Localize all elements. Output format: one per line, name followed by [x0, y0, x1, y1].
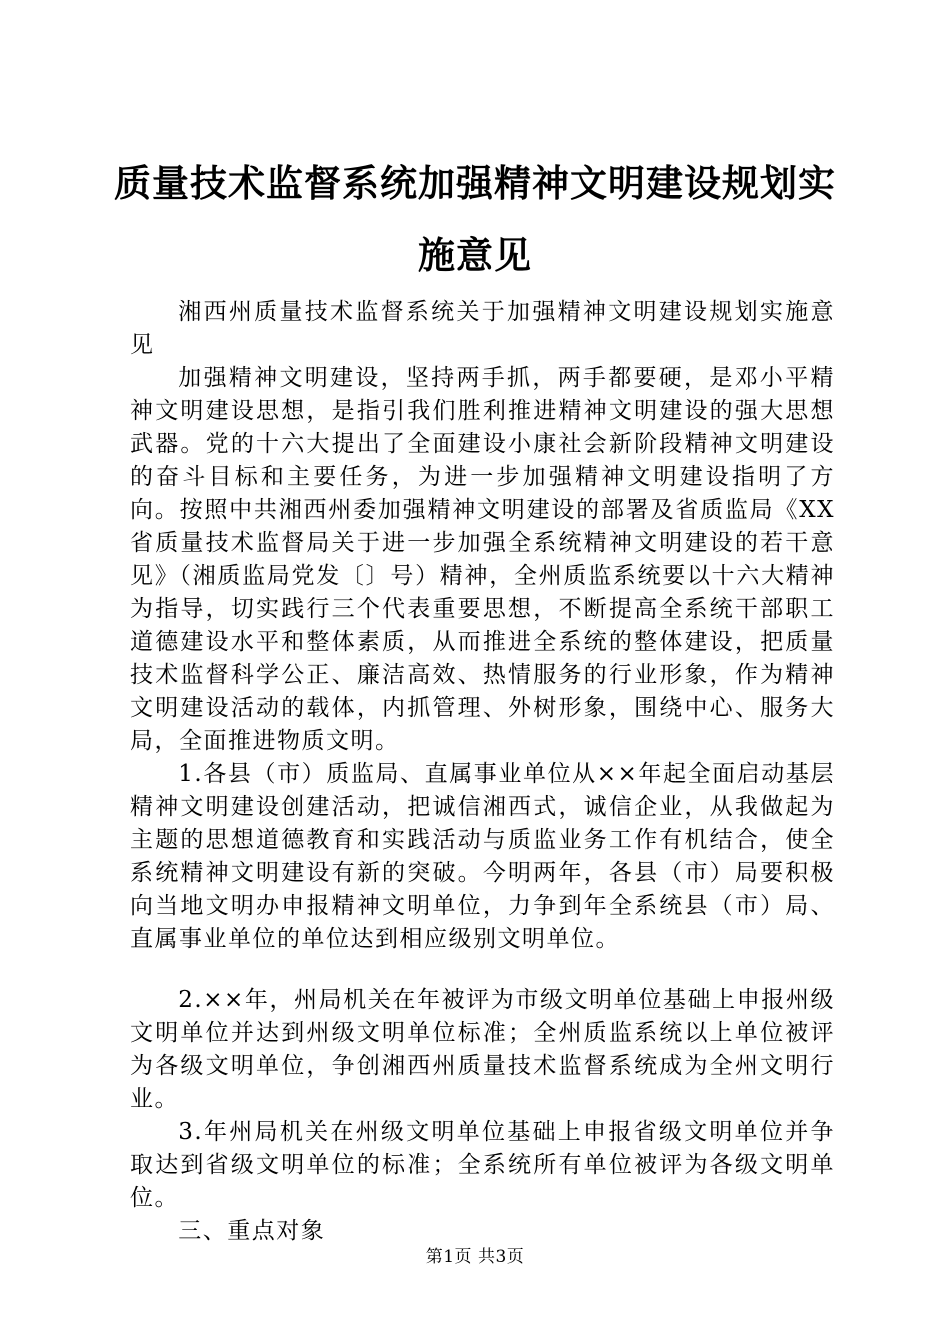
paragraph-intro: 加强精神文明建设，坚持两手抓，两手都要硬，是邓小平精神文明建设思想，是指引我们胜利推进精神文明建设的强大思想武器。党的十六大提出了全面建设小康社会新阶段精神文明建设的奋斗目标和主要任务，为进一步加强精神文明建设指明了方向。按照中共湘西州委加强精神文明建设的部署及省质监局《XX省质量技术监督局关于进一步加强全系统精神文明建设的若干意见》（湘质监局党发〔〕号）精神，全州质监系统要以十六大精神为指导，切实践行三个代表重要思想，不断提高全系统干部职工道德建设水平和整体素质，从而推进全系统的整体建设，把质量技术监督科学公正、廉洁高效、热情服务的行业形象，作为精神文明建设活动的载体，内抓管理、外树形象，围绕中心、服务大局，全面推进物质文明。: [130, 365, 835, 754]
paragraph-subtitle: 湘西州质量技术监督系统关于加强精神文明建设规划实施意见: [130, 299, 835, 358]
paragraph-item-3: 3.年州局机关在州级文明单位基础上申报省级文明单位并争取达到省级文明单位的标准；全系统所有单位被评为各级文明单位。: [130, 1119, 835, 1211]
section-heading: 三、重点对象: [178, 1218, 326, 1244]
paragraph-item-1: 1.各县（市）质监局、直属事业单位从××年起全面启动基层精神文明建设创建活动，把诚信湘西式，诚信企业，从我做起为主题的思想道德教育和实践活动与质监业务工作有机结合，使全系统精神文明建设有新的突破。今明两年，各县（市）局要积极向当地文明办申报精神文明单位，力争到年全系统县（市）局、直属事业单位的单位达到相应级别文明单位。: [130, 761, 835, 952]
document-body: [130, 296, 835, 1248]
document-title: 质量技术监督系统加强精神文明建设规划实施意见: [114, 162, 836, 277]
page-indicator: 第1页 共3页: [425, 1247, 525, 1267]
paragraph-item-2: 2.××年，州局机关在年被评为市级文明单位基础上申报州级文明单位并达到州级文明单位标准；全州质监系统以上单位被评为各级文明单位，争创湘西州质量技术监督系统成为全州文明行业。: [130, 987, 835, 1112]
